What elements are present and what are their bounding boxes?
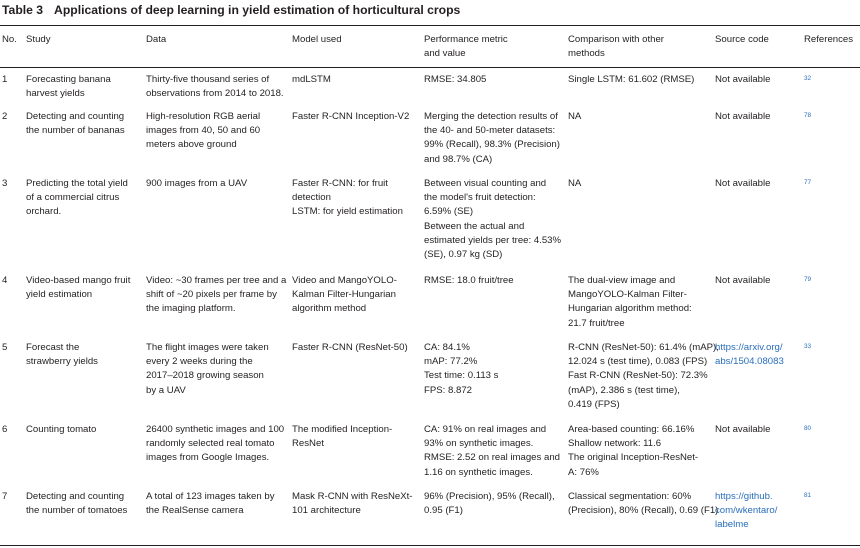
- source-code-link[interactable]: [715, 341, 784, 369]
- study-line: Detecting and counting: [26, 111, 125, 122]
- study-line: orchard.: [26, 206, 62, 218]
- reference-link[interactable]: 80: [804, 425, 812, 432]
- study-line: Forecasting banana: [26, 74, 111, 85]
- data-line: Video: ~30 frames per tree and a: [146, 275, 287, 286]
- header-source: Source code: [715, 34, 769, 45]
- comparison-line: A: 76%: [568, 466, 599, 478]
- cell-no: 2: [2, 111, 8, 122]
- data-line: meters above ground: [146, 139, 237, 151]
- metric-line: 93% on synthetic images.: [424, 438, 534, 450]
- cell-comparison: [568, 177, 581, 191]
- metric-line: Merging the detection results of: [424, 111, 558, 122]
- comparison-line: (Precision), 80% (Recall), 0.69 (F1): [568, 505, 719, 517]
- study-line: Detecting and counting: [26, 491, 125, 502]
- model-line: ResNet: [292, 438, 324, 450]
- data-line: the RealSense camera: [146, 505, 244, 517]
- metric-line: the 40- and 50-meter datasets:: [424, 125, 556, 137]
- cell-no: 4: [2, 275, 8, 286]
- metric-line: 6.59% (SE): [424, 206, 474, 218]
- cell-study: [26, 110, 125, 138]
- study-line: Counting tomato: [26, 424, 97, 435]
- cell-source: Not available: [715, 111, 771, 122]
- header-metric-line: Performance metric: [424, 34, 508, 45]
- metric-line: mAP: 77.2%: [424, 356, 478, 368]
- cell-data: [146, 490, 275, 518]
- comparison-line: The original Inception-ResNet-: [568, 452, 699, 464]
- table-top-rule: [0, 25, 860, 26]
- table-caption-label: Table 3: [2, 3, 44, 17]
- cell-data: [146, 73, 284, 101]
- table-caption-title: Applications of deep learning in yield estimation of horticultural crops: [54, 3, 461, 17]
- study-line: Video-based mango fruit: [26, 275, 131, 286]
- cell-ref[interactable]: [804, 488, 811, 502]
- cell-metric: [424, 73, 486, 87]
- data-line: by a UAV: [146, 384, 186, 396]
- comparison-line: 12.024 s (test time), 0.083 (FPS): [568, 356, 708, 368]
- cell-metric: [424, 341, 498, 398]
- header-comparison-line: methods: [568, 48, 605, 60]
- study-line: of a commercial citrus: [26, 192, 120, 204]
- cell-ref[interactable]: [804, 108, 811, 122]
- cell-source: Not available: [715, 424, 771, 435]
- model-line: LSTM: for yield estimation: [292, 206, 403, 218]
- cell-metric: [424, 423, 560, 480]
- data-line: 900 images from a UAV: [146, 178, 248, 189]
- source-link-line[interactable]: labelme: [715, 519, 749, 531]
- cell-source: Not available: [715, 275, 771, 286]
- source-link-line[interactable]: https://arxiv.org/: [715, 342, 783, 353]
- model-line: detection: [292, 192, 331, 204]
- cell-no: 7: [2, 491, 8, 502]
- metric-line: Between the actual and: [424, 220, 525, 232]
- comparison-line: Area-based counting: 66.16%: [568, 424, 695, 435]
- reference-link[interactable]: 81: [804, 492, 812, 499]
- data-line: the imaging platform.: [146, 303, 236, 315]
- data-line: images from 40, 50 and 60: [146, 125, 261, 137]
- data-line: 2017–2018 growing season: [146, 370, 264, 382]
- cell-study: [26, 341, 98, 369]
- cell-metric: [424, 177, 561, 262]
- metric-line: 0.95 (F1): [424, 505, 463, 517]
- reference-link[interactable]: 32: [804, 75, 812, 82]
- metric-line: the model's fruit detection:: [424, 192, 536, 204]
- reference-link[interactable]: 33: [804, 343, 812, 350]
- cell-model: [292, 110, 409, 124]
- cell-comparison: [568, 110, 581, 124]
- reference-link[interactable]: 79: [804, 276, 812, 283]
- cell-ref[interactable]: [804, 71, 811, 85]
- cell-no: 5: [2, 342, 8, 353]
- cell-ref[interactable]: [804, 175, 811, 189]
- cell-model: [292, 341, 408, 355]
- cell-model: [292, 177, 403, 220]
- comparison-line: (mAP), 2.386 s (test time),: [568, 384, 680, 396]
- cell-ref[interactable]: [804, 339, 811, 353]
- data-line: randomly selected real tomato: [146, 438, 275, 450]
- cell-model: [292, 73, 331, 87]
- comparison-line: Shallow network: 11.6: [568, 438, 662, 450]
- model-line: algorithm method: [292, 303, 367, 315]
- data-line: shift of ~20 pixels per frame by: [146, 289, 277, 301]
- study-line: Predicting the total yield: [26, 178, 128, 189]
- comparison-line: 0.419 (FPS): [568, 398, 620, 410]
- cell-study: [26, 177, 128, 220]
- cell-metric: [424, 110, 560, 167]
- cell-comparison: [568, 490, 718, 518]
- cell-model: [292, 490, 412, 518]
- source-link-line[interactable]: com/wkentaro/: [715, 505, 778, 517]
- cell-comparison: [568, 73, 694, 87]
- metric-line: 99% (Recall), 98.3% (Precision): [424, 139, 560, 151]
- cell-data: [146, 341, 269, 398]
- model-line: mdLSTM: [292, 74, 331, 85]
- comparison-line: The dual-view image and: [568, 275, 676, 286]
- header-comparison-line: Comparison with other: [568, 34, 664, 45]
- source-link-line[interactable]: abs/1504.08083: [715, 356, 784, 368]
- model-line: The modified Inception-: [292, 424, 393, 435]
- comparison-line: Hungarian algorithm method:: [568, 303, 692, 315]
- model-line: 101 architecture: [292, 505, 361, 517]
- comparison-line: MangoYOLO-Kalman Filter-: [568, 289, 687, 301]
- metric-line: Test time: 0.113 s: [424, 370, 499, 382]
- metric-line: CA: 84.1%: [424, 342, 470, 353]
- cell-source: Not available: [715, 74, 771, 85]
- cell-model: [292, 274, 397, 317]
- cell-study: [26, 490, 127, 518]
- comparison-line: NA: [568, 111, 582, 122]
- model-line: Kalman Filter-Hungarian: [292, 289, 396, 301]
- header-comparison: [568, 33, 664, 61]
- header-references: References: [804, 34, 854, 45]
- header-no: No.: [2, 34, 17, 45]
- cell-comparison: [568, 423, 698, 480]
- study-line: the number of bananas: [26, 125, 125, 137]
- cell-comparison: [568, 341, 719, 412]
- comparison-line: Fast R-CNN (ResNet-50): 72.3%: [568, 370, 708, 382]
- data-line: Thirty-five thousand series of: [146, 74, 270, 85]
- study-line: strawberry yields: [26, 356, 98, 368]
- model-line: Faster R-CNN Inception-V2: [292, 111, 410, 122]
- data-line: 26400 synthetic images and 100: [146, 424, 285, 435]
- model-line: Mask R-CNN with ResNeXt-: [292, 491, 413, 502]
- study-line: harvest yields: [26, 88, 85, 100]
- cell-data: [146, 274, 286, 317]
- header-data: Data: [146, 34, 167, 45]
- cell-no: 6: [2, 424, 8, 435]
- cell-ref[interactable]: [804, 421, 811, 435]
- metric-line: RMSE: 18.0 fruit/tree: [424, 275, 514, 286]
- comparison-line: Classical segmentation: 60%: [568, 491, 692, 502]
- cell-no: 3: [2, 178, 8, 189]
- comparison-line: Single LSTM: 61.602 (RMSE): [568, 74, 695, 85]
- data-line: A total of 123 images taken by: [146, 491, 275, 502]
- cell-no: 1: [2, 74, 8, 85]
- comparison-line: 21.7 fruit/tree: [568, 317, 625, 329]
- header-model: Model used: [292, 34, 342, 45]
- metric-line: CA: 91% on real images and: [424, 424, 547, 435]
- metric-line: estimated yields per tree: 4.53%: [424, 234, 562, 246]
- cell-data: [146, 423, 284, 466]
- cell-metric: [424, 490, 555, 518]
- study-line: the number of tomatoes: [26, 505, 128, 517]
- cell-study: [26, 73, 111, 101]
- reference-link[interactable]: 78: [804, 112, 812, 119]
- model-line: Video and MangoYOLO-: [292, 275, 397, 286]
- source-code-link[interactable]: [715, 490, 777, 533]
- metric-line: 1.16 on synthetic images.: [424, 466, 533, 478]
- cell-study: [26, 274, 130, 302]
- data-line: observations from 2014 to 2018.: [146, 88, 284, 100]
- table-header-rule: [0, 67, 860, 68]
- metric-line: 96% (Precision), 95% (Recall),: [424, 491, 555, 502]
- study-line: Forecast the: [26, 342, 80, 353]
- data-line: images from Google Images.: [146, 452, 270, 464]
- cell-study: [26, 423, 96, 437]
- cell-model: [292, 423, 392, 451]
- header-metric-line: and value: [424, 48, 466, 60]
- cell-data: [146, 177, 247, 191]
- cell-data: [146, 110, 260, 153]
- cell-ref[interactable]: [804, 272, 811, 286]
- header-study: Study: [26, 34, 51, 45]
- metric-line: RMSE: 34.805: [424, 74, 487, 85]
- data-line: High-resolution RGB aerial: [146, 111, 261, 122]
- metric-line: Between visual counting and: [424, 178, 547, 189]
- comparison-line: R-CNN (ResNet-50): 61.4% (mAP),: [568, 342, 719, 353]
- metric-line: (SE), 0.97 kg (SD): [424, 249, 503, 261]
- table-caption: [2, 3, 460, 17]
- model-line: Faster R-CNN: for fruit: [292, 178, 388, 189]
- reference-link[interactable]: 77: [804, 179, 812, 186]
- table-bottom-rule: [0, 545, 860, 546]
- metric-line: and 98.7% (CA): [424, 153, 493, 165]
- header-metric: [424, 33, 508, 61]
- model-line: Faster R-CNN (ResNet-50): [292, 342, 408, 353]
- cell-source: Not available: [715, 178, 771, 189]
- cell-metric: [424, 274, 514, 288]
- data-line: every 2 weeks during the: [146, 356, 253, 368]
- study-line: yield estimation: [26, 289, 93, 301]
- metric-line: RMSE: 2.52 on real images and: [424, 452, 560, 464]
- cell-comparison: [568, 274, 692, 331]
- comparison-line: NA: [568, 178, 582, 189]
- source-link-line[interactable]: https://github.: [715, 491, 773, 502]
- metric-line: FPS: 8.872: [424, 384, 472, 396]
- data-line: The flight images were taken: [146, 342, 269, 353]
